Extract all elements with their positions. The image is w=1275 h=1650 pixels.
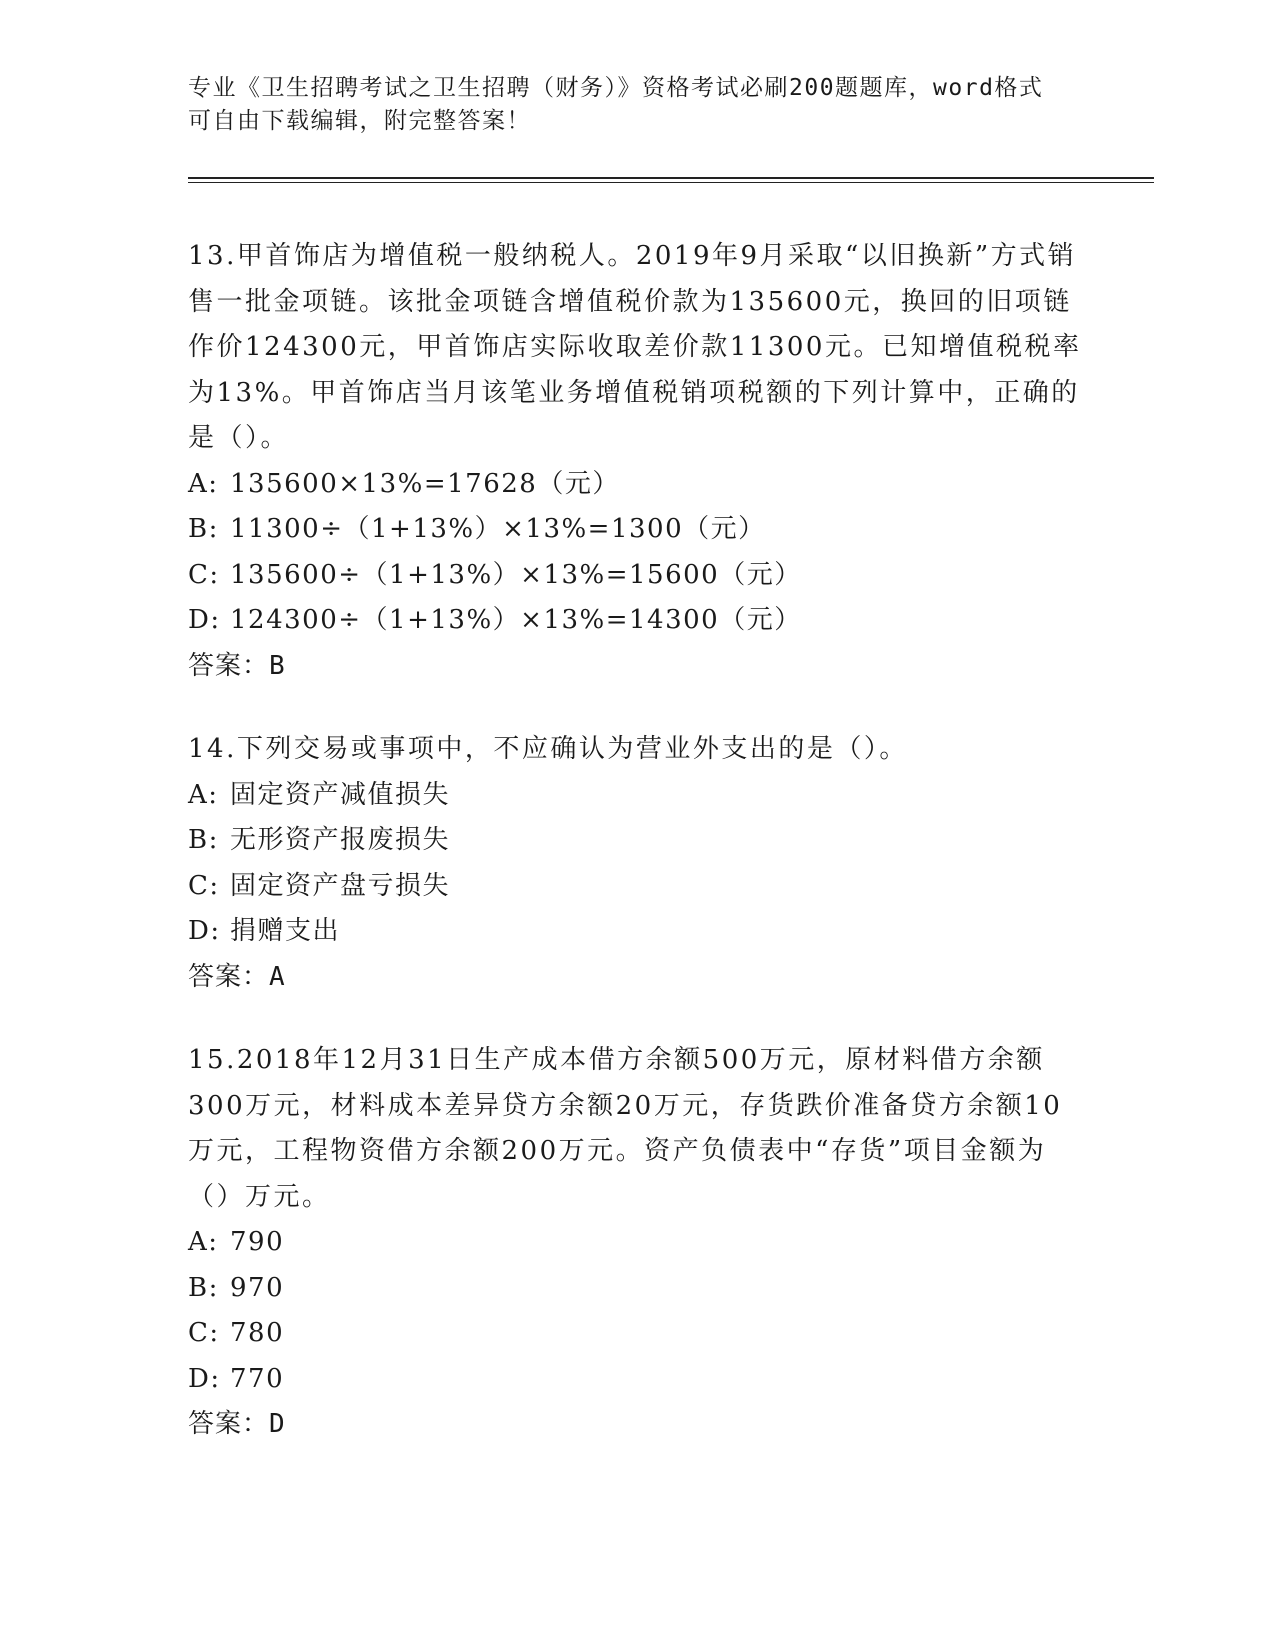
- option-b: [188, 818, 1088, 864]
- option-d: [188, 1357, 1088, 1403]
- option-key: A:: [188, 468, 219, 499]
- question-list: [188, 234, 1088, 1486]
- header-title-line-1: 专业《卫生招聘考试之卫生招聘（财务）》资格考试必刷200题题库，word格式: [188, 75, 1044, 101]
- option-b: [188, 507, 1088, 553]
- option-text: 135600×13%=17628（元）: [230, 468, 620, 499]
- question-stem: 14.下列交易或事项中，不应确认为营业外支出的是（）。: [188, 734, 908, 764]
- option-text: 捐赠支出: [230, 916, 341, 946]
- option-text: 固定资产盘亏损失: [230, 870, 451, 901]
- option-text: 970: [230, 1272, 285, 1303]
- option-key: D:: [188, 605, 221, 635]
- option-text: 770: [230, 1363, 285, 1394]
- option-c: [188, 864, 1088, 910]
- option-key: B:: [188, 514, 219, 544]
- question-stem: 15.2018年12月31日生产成本借方余额500万元，原材料借方余额300万元，材料成本差异贷方余额20万元，存货跌价准备贷方余额10万元，工程物资借方余额200万元。资产负债表中“存货”项目金额为（）万元。: [188, 1045, 1063, 1212]
- option-key: C:: [188, 1318, 220, 1348]
- header-title-line-2: 可自由下载编辑，附完整答案！: [188, 108, 531, 134]
- option-key: A:: [188, 779, 219, 810]
- option-b: [188, 1266, 1088, 1312]
- option-key: B:: [188, 1272, 219, 1303]
- header-divider-thick: [188, 177, 1154, 179]
- option-c: [188, 1311, 1088, 1357]
- option-a: [188, 773, 1088, 819]
- question-stem: 13.甲首饰店为增值税一般纳税人。2019年9月采取“以旧换新”方式销售一批金项链。该批金项链含增值税价款为135600元，换回的旧项链作价124300元，甲首饰店实际收取差价款11300元。已知增值税税率为13%。甲首饰店当月该笔业务增值税销项税额的下列计算中，正确的是（）。: [188, 241, 1082, 453]
- option-key: B:: [188, 825, 219, 855]
- answer-line: 答案：B: [188, 650, 286, 681]
- option-key: C:: [188, 559, 220, 590]
- question-14: [188, 727, 1088, 1000]
- option-text: 无形资产报废损失: [230, 825, 451, 855]
- option-text: 固定资产减值损失: [230, 779, 451, 810]
- option-key: D:: [188, 916, 221, 946]
- option-text: 780: [230, 1318, 285, 1348]
- option-text: 790: [230, 1227, 285, 1257]
- document-header: [188, 72, 1088, 138]
- option-a: [188, 462, 1088, 508]
- option-text: 124300÷（1+13%）×13%=14300（元）: [230, 605, 802, 635]
- option-key: C:: [188, 870, 220, 901]
- option-c: [188, 553, 1088, 599]
- answer-line: 答案：D: [188, 1409, 286, 1439]
- answer-line: 答案：A: [188, 961, 286, 992]
- option-a: [188, 1220, 1088, 1266]
- option-text: 11300÷（1+13%）×13%=1300（元）: [230, 514, 766, 544]
- header-divider-thin: [188, 182, 1154, 183]
- option-text: 135600÷（1+13%）×13%=15600（元）: [230, 559, 802, 590]
- question-15: [188, 1038, 1088, 1448]
- option-key: D:: [188, 1363, 221, 1394]
- option-d: [188, 909, 1088, 955]
- question-13: [188, 234, 1088, 689]
- option-key: A:: [188, 1227, 219, 1257]
- option-d: [188, 598, 1088, 644]
